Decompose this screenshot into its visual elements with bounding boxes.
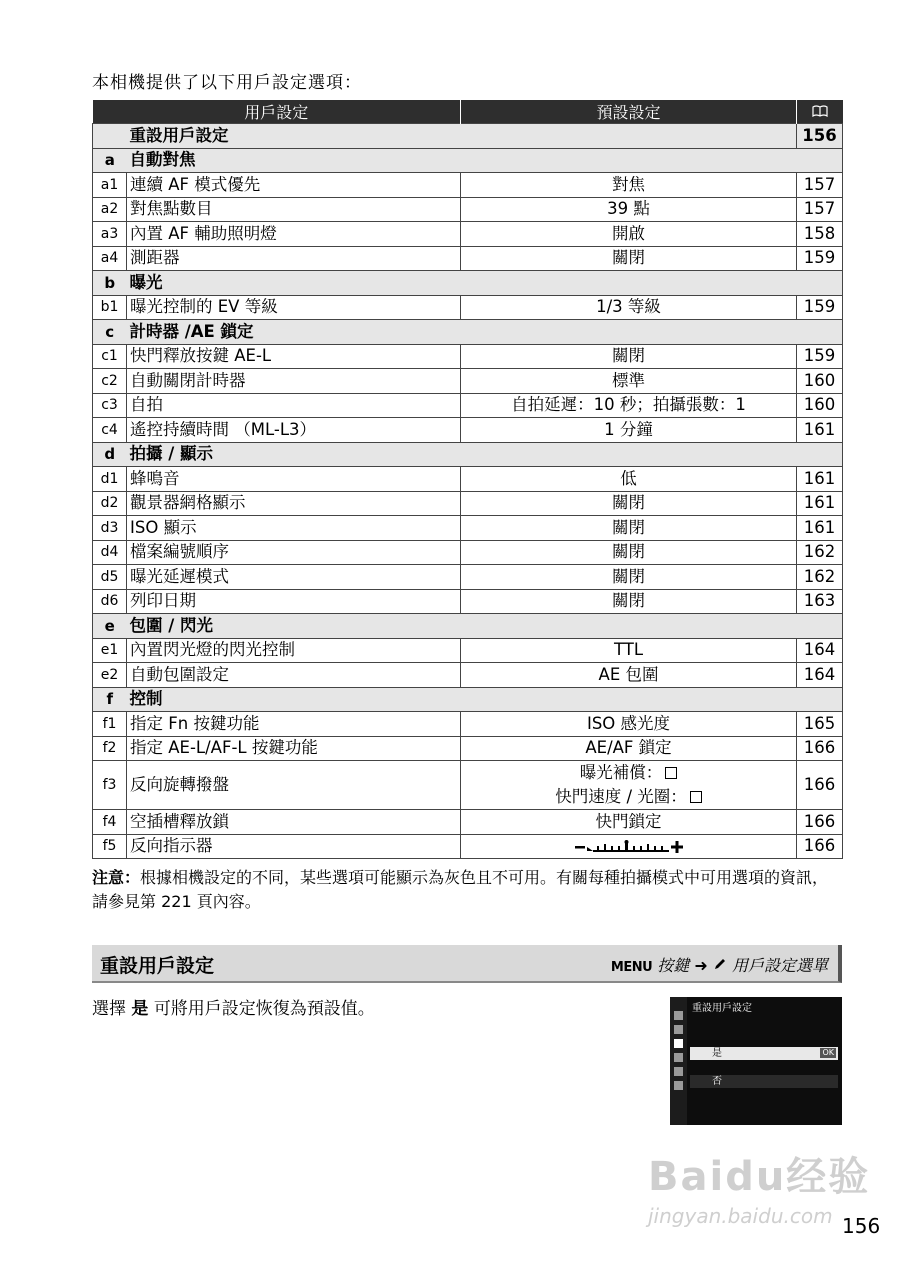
setting-code: d1 <box>93 467 127 492</box>
default-value: 開啟 <box>461 222 797 247</box>
table-row <box>93 393 843 418</box>
table-row <box>93 516 843 541</box>
default-value: 對焦 <box>461 173 797 198</box>
setting-code: a2 <box>93 197 127 222</box>
page-ref: 159 <box>797 246 843 271</box>
page-ref: 159 <box>797 295 843 320</box>
setting-name: 自拍 <box>127 393 461 418</box>
table-row <box>93 418 843 443</box>
table-row <box>93 565 843 590</box>
setting-code: d2 <box>93 491 127 516</box>
setting-code: d4 <box>93 540 127 565</box>
group-name: 自動對焦 <box>127 148 843 173</box>
camera-menu-sidebar <box>670 997 687 1125</box>
page-ref: 164 <box>797 663 843 688</box>
setting-code: f1 <box>93 712 127 737</box>
square-icon <box>690 791 702 803</box>
page-ref: 159 <box>797 344 843 369</box>
group-name: 重設用戶設定 <box>127 124 797 149</box>
menu-path-button: 按鍵 <box>657 956 690 975</box>
body-bold-option: 是 <box>131 999 149 1019</box>
setting-name: 遙控持續時間 （ML-L3） <box>127 418 461 443</box>
watermark <box>648 1145 870 1228</box>
table-row <box>93 295 843 320</box>
page-ref: 160 <box>797 369 843 394</box>
page-ref: 158 <box>797 222 843 247</box>
menu-path <box>611 953 828 976</box>
group-row <box>93 687 843 712</box>
page-ref: 164 <box>797 638 843 663</box>
default-value: 1/3 等級 <box>461 295 797 320</box>
table-row <box>93 712 843 737</box>
setting-code: f4 <box>93 810 127 835</box>
default-value: 關閉 <box>461 516 797 541</box>
page-ref: 160 <box>797 393 843 418</box>
default-value: AE/AF 鎖定 <box>461 736 797 761</box>
setting-name: 觀景器網格顯示 <box>127 491 461 516</box>
table-header-row <box>93 100 843 124</box>
default-value: 低 <box>461 467 797 492</box>
custom-settings-table <box>92 100 843 859</box>
header-page-icon <box>797 100 843 124</box>
exposure-indicator-icon <box>573 836 685 855</box>
setting-name: 指定 Fn 按鍵功能 <box>127 712 461 737</box>
intro-text: 本相機提供了以下用戶設定選項： <box>92 73 362 93</box>
note-text: 根據相機設定的不同，某些選項可能顯示為灰色且不可用。有關每種拍攝模式中可用選項的資訊，請參見第 221 頁內容。 <box>92 868 829 911</box>
camera-option-yes-label: 是 <box>712 1048 722 1059</box>
default-value: 關閉 <box>461 565 797 590</box>
setting-code: c1 <box>93 344 127 369</box>
setting-code: f5 <box>93 834 127 859</box>
setting-name: 快門釋放按鍵 AE-L <box>127 344 461 369</box>
menu-path-menu: 用戶設定選單 <box>731 956 828 975</box>
group-row <box>93 320 843 345</box>
setting-name: 自動關閉計時器 <box>127 369 461 394</box>
group-row <box>93 124 843 149</box>
setting-name: 內置閃光燈的閃光控制 <box>127 638 461 663</box>
camera-option-yes <box>690 1047 838 1060</box>
setting-code: c4 <box>93 418 127 443</box>
setting-name: 蜂鳴音 <box>127 467 461 492</box>
wrench-icon <box>674 1053 683 1062</box>
page-ref: 157 <box>797 173 843 198</box>
group-name: 包圍 / 閃光 <box>127 614 843 639</box>
default-line <box>464 785 793 809</box>
default-value: 關閉 <box>461 344 797 369</box>
table-row <box>93 638 843 663</box>
group-name: 拍攝 / 顯示 <box>127 442 843 467</box>
page-ref: 161 <box>797 516 843 541</box>
table-row <box>93 344 843 369</box>
default-value: 關閉 <box>461 246 797 271</box>
page-ref: 163 <box>797 589 843 614</box>
group-code: b <box>93 271 127 296</box>
setting-name: 曝光延遲模式 <box>127 565 461 590</box>
menu-key-label: MENU <box>610 960 653 975</box>
body-prefix: 選擇 <box>92 999 126 1019</box>
page-number: 156 <box>842 1214 881 1238</box>
table-row <box>93 761 843 810</box>
setting-code: e2 <box>93 663 127 688</box>
default-value: 關閉 <box>461 540 797 565</box>
setting-code: a1 <box>93 173 127 198</box>
default-value: 關閉 <box>461 491 797 516</box>
default-line-text: 快門速度 / 光圈： <box>555 787 687 806</box>
section-header <box>92 945 842 983</box>
group-name: 計時器 /AE 鎖定 <box>127 320 843 345</box>
table-row <box>93 491 843 516</box>
default-value: TTL <box>461 638 797 663</box>
default-value: 自拍延遲：10 秒；拍攝張數：1 <box>461 393 797 418</box>
setting-name: 反向旋轉撥盤 <box>127 761 461 810</box>
setting-code: f2 <box>93 736 127 761</box>
camera-menu-screenshot <box>670 997 842 1125</box>
setting-name: 內置 AF 輔助照明燈 <box>127 222 461 247</box>
group-row <box>93 148 843 173</box>
page-ref: 162 <box>797 565 843 590</box>
setting-name: ISO 顯示 <box>127 516 461 541</box>
table-row <box>93 663 843 688</box>
group-code: c <box>93 320 127 345</box>
setting-name: 自動包圍設定 <box>127 663 461 688</box>
page-ref: 161 <box>797 491 843 516</box>
setting-code: f3 <box>93 761 127 810</box>
group-row <box>93 442 843 467</box>
group-code: d <box>93 442 127 467</box>
group-name: 控制 <box>127 687 843 712</box>
group-row <box>93 271 843 296</box>
default-value: 39 點 <box>461 197 797 222</box>
table-row <box>93 540 843 565</box>
page-ref: 162 <box>797 540 843 565</box>
default-line <box>464 761 793 785</box>
page-ref: 166 <box>797 736 843 761</box>
default-value: ISO 感光度 <box>461 712 797 737</box>
body-suffix: 可將用戶設定恢復為預設值。 <box>153 999 375 1019</box>
watermark-url: jingyan.baidu.com <box>648 1204 833 1228</box>
page-ref: 165 <box>797 712 843 737</box>
group-code: a <box>93 148 127 173</box>
setting-code: d5 <box>93 565 127 590</box>
page-ref: 166 <box>797 810 843 835</box>
page-ref: 166 <box>797 834 843 859</box>
default-line-text: 曝光補償： <box>579 763 663 782</box>
body-text <box>92 994 375 1019</box>
page-ref: 161 <box>797 418 843 443</box>
group-name: 曝光 <box>127 271 843 296</box>
table-row <box>93 197 843 222</box>
pencil-tab-icon <box>674 1039 683 1048</box>
setting-code: a3 <box>93 222 127 247</box>
setting-code: b1 <box>93 295 127 320</box>
setting-code: e1 <box>93 638 127 663</box>
setting-name: 測距器 <box>127 246 461 271</box>
note <box>92 866 844 914</box>
setting-name: 空插槽釋放鎖 <box>127 810 461 835</box>
retouch-icon <box>674 1067 683 1076</box>
table-row <box>93 467 843 492</box>
section-title: 重設用戶設定 <box>100 955 215 977</box>
menu-tab-icon <box>674 1011 683 1020</box>
setting-name: 指定 AE-L/AF-L 按鍵功能 <box>127 736 461 761</box>
note-label: 注意： <box>92 868 141 887</box>
pencil-icon <box>713 956 732 975</box>
page-ref: 156 <box>797 124 843 149</box>
watermark-brand: Baidu经验 <box>648 1154 871 1200</box>
default-value: AE 包圍 <box>461 663 797 688</box>
group-code: e <box>93 614 127 639</box>
setting-name: 連續 AF 模式優先 <box>127 173 461 198</box>
header-setting: 用戶設定 <box>93 100 461 124</box>
table-row <box>93 834 843 859</box>
default-value: 標準 <box>461 369 797 394</box>
setting-name: 列印日期 <box>127 589 461 614</box>
camera-screen-title: 重設用戶設定 <box>692 1003 752 1014</box>
default-value: 快門鎖定 <box>461 810 797 835</box>
page-ref: 157 <box>797 197 843 222</box>
page-ref: 166 <box>797 761 843 810</box>
page-ref: 161 <box>797 467 843 492</box>
default-value <box>461 761 797 810</box>
header-default: 預設設定 <box>461 100 797 124</box>
setting-name: 對焦點數目 <box>127 197 461 222</box>
setting-code: c3 <box>93 393 127 418</box>
group-code: f <box>93 687 127 712</box>
camera-option-no: 否 <box>690 1075 838 1088</box>
table-row <box>93 810 843 835</box>
square-icon <box>665 767 677 779</box>
default-value: 關閉 <box>461 589 797 614</box>
table-row <box>93 222 843 247</box>
default-value: 1 分鐘 <box>461 418 797 443</box>
recent-icon <box>674 1081 683 1090</box>
table-row <box>93 736 843 761</box>
arrow-icon: ➜ <box>694 956 708 975</box>
default-value <box>461 834 797 859</box>
group-code <box>93 124 127 149</box>
setting-name: 檔案編號順序 <box>127 540 461 565</box>
group-row <box>93 614 843 639</box>
book-icon <box>812 102 828 121</box>
setting-code: a4 <box>93 246 127 271</box>
setting-code: d3 <box>93 516 127 541</box>
setting-code: c2 <box>93 369 127 394</box>
camera-icon <box>674 1025 683 1034</box>
setting-code: d6 <box>93 589 127 614</box>
setting-name: 曝光控制的 EV 等級 <box>127 295 461 320</box>
setting-name: 反向指示器 <box>127 834 461 859</box>
table-row <box>93 369 843 394</box>
ok-icon: OK <box>822 1048 834 1057</box>
table-row <box>93 246 843 271</box>
table-row <box>93 173 843 198</box>
table-row <box>93 589 843 614</box>
